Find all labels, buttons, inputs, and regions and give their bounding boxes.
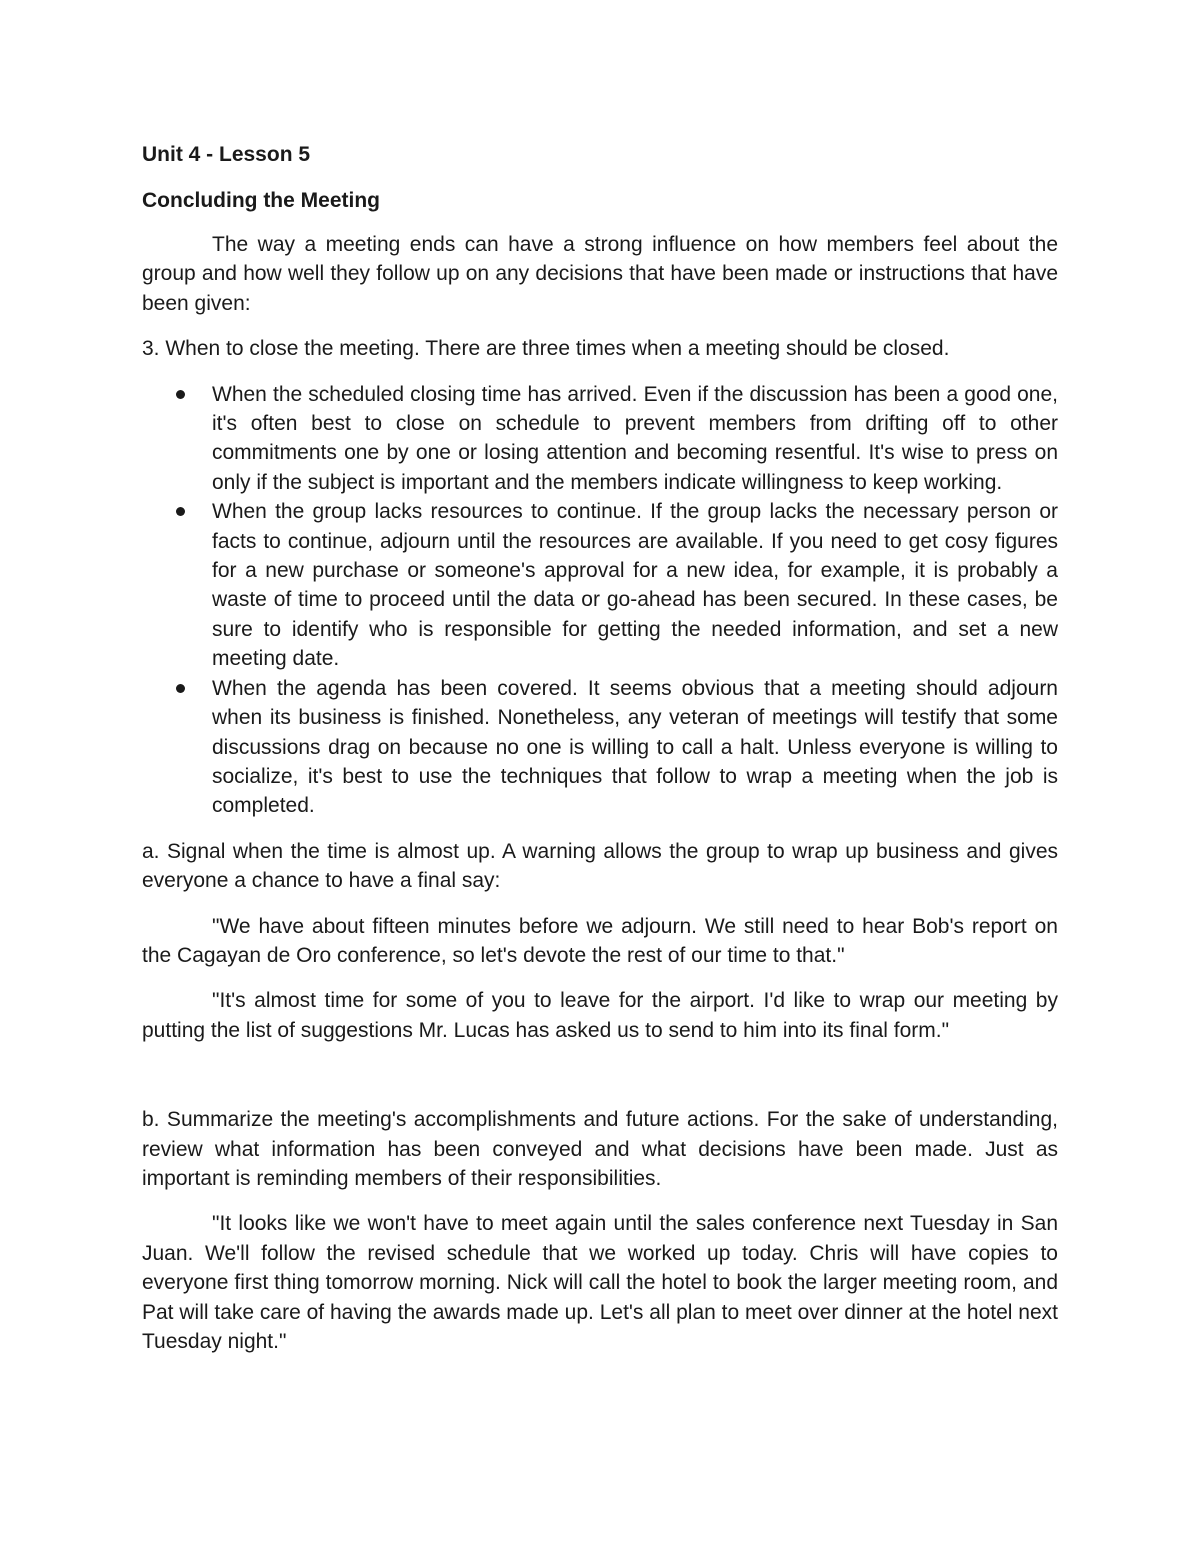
section-title: Concluding the Meeting xyxy=(142,189,380,212)
point-3-paragraph: 3. When to close the meeting. There are three times when a meeting should be closed. xyxy=(142,337,950,361)
unit-title: Unit 4 - Lesson 5 xyxy=(142,143,311,166)
point-b-paragraph: b. Summarize the meeting's accomplishments and future actions. For the sake of understanding, review what information has been conveyed and what decisions have been made. Just as important is reminding members of their responsibilities. xyxy=(142,1108,1058,1190)
quote-a2-paragraph: "It's almost time for some of you to leave for the airport. I'd like to wrap our meeting by putting the list of suggestions Mr. Lucas has asked us to send to him into its final form." xyxy=(142,989,1058,1042)
list-item-text: When the group lacks resources to continue. If the group lacks the necessary person or facts to continue, adjourn until the resources are available. If you need to get cosy figures for a new purchase or someone's approval for a new idea, for example, it is probably a waste of time to proceed until the data or go-ahead has been secured. In these cases, be sure to identify who is responsible for getting the needed information, and set a new meeting date. xyxy=(212,500,1058,671)
list-item-text: When the scheduled closing time has arrived. Even if the discussion has been a good one, it's often best to close on schedule to prevent members from drifting off to other commitments one by one or losing attention and becoming resentful. It's wise to press on only if the subject is important and the members indicate willingness to keep working. xyxy=(212,382,1058,494)
bullet-icon xyxy=(176,390,185,399)
bullet-icon xyxy=(176,507,185,516)
intro-paragraph: The way a meeting ends can have a strong influence on how members feel about the group and how well they follow up on any decisions that have been made or instructions that have been given: xyxy=(142,233,1058,315)
blank-line xyxy=(142,1061,1058,1105)
list-item-text: When the agenda has been covered. It seems obvious that a meeting should adjourn when its business is finished. Nonetheless, any veteran of meetings will testify that some discussions drag on because no one is willing to call a halt. Unless everyone is willing to socialize, it's best to use the techniques that follow to wrap a meeting when the job is completed. xyxy=(212,676,1058,818)
bullet-icon xyxy=(176,684,185,693)
document-page xyxy=(142,140,1058,1372)
list-item xyxy=(142,497,1058,673)
quote-a1-paragraph: "We have about fifteen minutes before we adjourn. We still need to hear Bob's report on the Cagayan de Oro conference, so let's devote the rest of our time to that." xyxy=(142,914,1058,967)
point-a-paragraph: a. Signal when the time is almost up. A warning allows the group to wrap up business and gives everyone a chance to have a final say: xyxy=(142,839,1058,893)
quote-b1-paragraph: "It looks like we won't have to meet again until the sales conference next Tuesday in San Juan. We'll follow the revised schedule that we worked up today. Chris will have copies to everyone first thing tomorrow morning. Nick will call the hotel to book the larger meeting room, and Pat will take care of having the awards made up. Let's all plan to meet over dinner at the hotel next Tuesday night." xyxy=(142,1212,1058,1353)
list-item xyxy=(142,380,1058,498)
closing-times-list xyxy=(142,380,1058,821)
list-item xyxy=(142,674,1058,821)
